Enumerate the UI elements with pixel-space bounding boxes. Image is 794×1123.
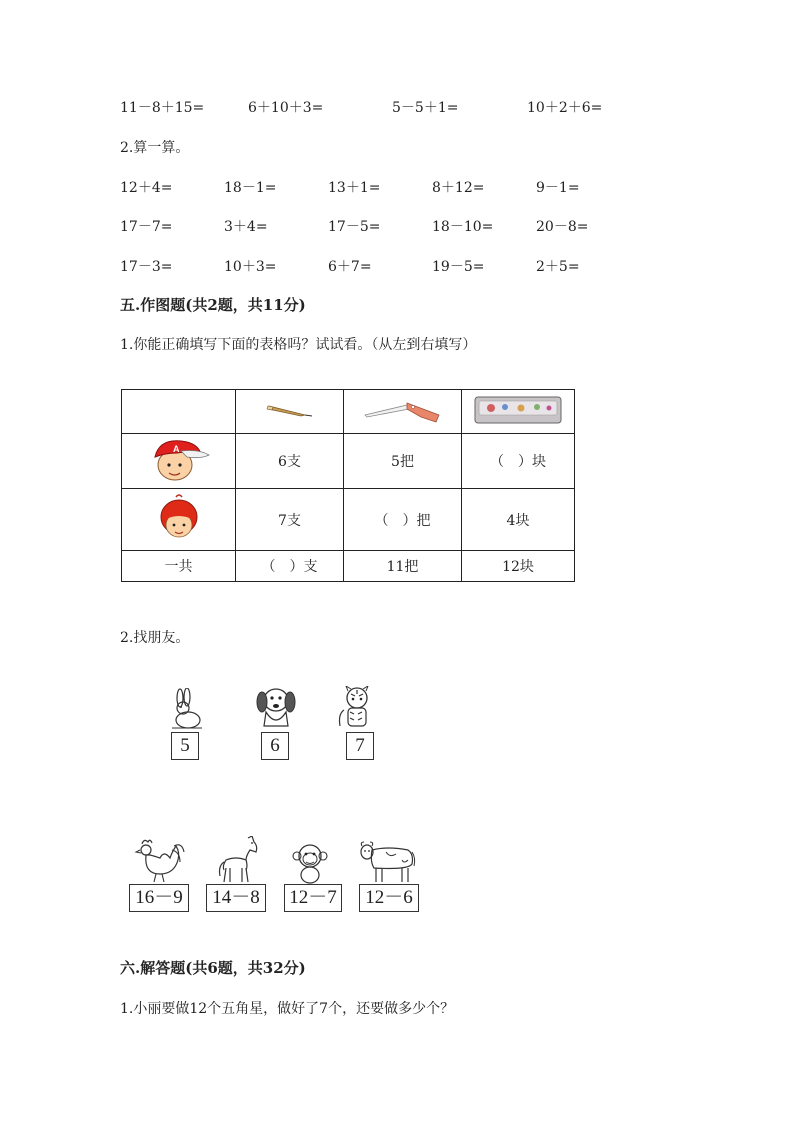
expression-box: 16－9	[129, 884, 189, 912]
puppy-icon	[252, 684, 298, 730]
arith-item: 18－1=	[224, 180, 277, 196]
boy-face-icon	[147, 437, 211, 481]
horse-icon	[216, 836, 262, 884]
expression-box: 12－6	[359, 884, 419, 912]
fill-table	[121, 389, 575, 582]
arith-item: 6＋10＋3=	[248, 100, 324, 116]
arith-item: 13＋1=	[328, 180, 381, 196]
folding-knife-icon	[363, 395, 443, 425]
rabbit-icon	[166, 688, 206, 730]
table-cell: 6支	[236, 434, 344, 489]
arith-item: 5－5＋1=	[392, 100, 459, 116]
question-title: 2.算一算。	[120, 140, 190, 156]
arith-row-2	[0, 216, 794, 236]
arith-item: 6＋7=	[328, 259, 372, 275]
table-cell-blank[interactable]: （ ）块	[462, 434, 575, 489]
rooster-icon	[134, 838, 186, 884]
svg-text:A: A	[172, 444, 179, 454]
question-text: 1.你能正确填写下面的表格吗？试试看。（从左到右填写）	[120, 337, 477, 353]
arith-item: 17－5=	[328, 219, 381, 235]
arith-item: 2＋5=	[536, 259, 580, 275]
arith-item: 11－8＋15=	[120, 100, 205, 116]
arith-item: 3＋4=	[224, 219, 268, 235]
number-box: 6	[261, 732, 289, 760]
arith-row-1	[0, 177, 794, 197]
table-cell-blank[interactable]: （ ）支	[236, 551, 344, 582]
monkey-icon	[288, 842, 332, 884]
arith-item: 17－3=	[120, 259, 173, 275]
table-cell: 5把	[344, 434, 462, 489]
arith-item: 12＋4=	[120, 180, 173, 196]
table-cell: 一共	[122, 551, 236, 582]
table-header-box	[462, 390, 575, 434]
table-cell: 4块	[462, 489, 575, 551]
table-header-pencil	[236, 390, 344, 434]
table-header-knife	[344, 390, 462, 434]
arith-item: 20－8=	[536, 219, 589, 235]
arith-row-3	[0, 256, 794, 276]
cow-icon	[358, 840, 418, 884]
arith-item: 10＋3=	[224, 259, 277, 275]
question-text: 1.小丽要做12个五角星，做好了7个，还要做多少个？	[120, 1001, 455, 1017]
arith-item: 17－7=	[120, 219, 173, 235]
table-cell: 7支	[236, 489, 344, 551]
table-cell: 12块	[462, 551, 575, 582]
table-row-boy-icon	[122, 434, 236, 489]
section-heading: 五.作图题(共2题，共11分)	[120, 296, 306, 314]
arith-item: 18－10=	[432, 219, 494, 235]
arith-row-0	[0, 97, 794, 117]
arith-item: 10＋2＋6=	[527, 100, 603, 116]
pencil-icon	[265, 400, 315, 420]
girl-face-icon	[154, 493, 204, 543]
expression-box: 14－8	[206, 884, 266, 912]
arith-item: 9－1=	[536, 180, 580, 196]
arith-item: 8＋12=	[432, 180, 485, 196]
section-heading: 六.解答题(共6题，共32分)	[120, 959, 306, 977]
question-text: 2.找朋友。	[120, 630, 190, 646]
number-box: 5	[171, 732, 199, 760]
number-box: 7	[346, 732, 374, 760]
table-header-empty	[122, 390, 236, 434]
tiger-icon	[336, 686, 378, 730]
expression-box: 12－7	[284, 884, 342, 912]
eraser-box-icon	[473, 393, 563, 427]
table-cell-blank[interactable]: （ ）把	[344, 489, 462, 551]
arith-item: 19－5=	[432, 259, 485, 275]
table-row-girl-icon	[122, 489, 236, 551]
table-cell: 11把	[344, 551, 462, 582]
